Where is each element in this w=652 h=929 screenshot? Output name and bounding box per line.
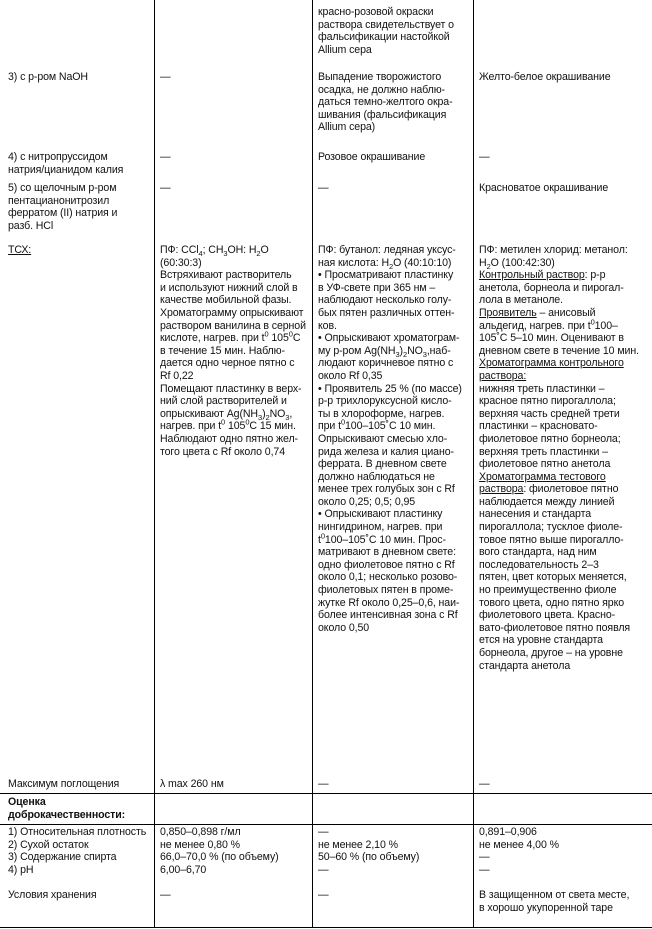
storage-c4: В защищенном от света месте, в хорошо укупоренной таре (479, 889, 630, 914)
test-naoh-c4: Желто-белое окрашивание (479, 71, 611, 83)
absorption-label: Максимум поглощения (8, 778, 120, 790)
params-c2: 0,850–0,898 г/мл не менее 0,80 % 66,0–70,0 % (по объему) 6,00–6,70 (160, 826, 279, 876)
test-alkaline-c2: — (160, 182, 171, 194)
test-alkaline-label: 5) со щелочным р-ром пентацианонитрозил ферратом (II) натрия и разб. HCl (8, 182, 118, 232)
test-alkaline-c3: — (318, 182, 329, 194)
absorption-c4: — (479, 778, 490, 790)
row-divider (0, 927, 652, 928)
row-divider (0, 793, 652, 794)
column-divider (312, 0, 313, 928)
absorption-c3: — (318, 778, 329, 790)
params-labels: 1) Относительная плотность 2) Сухой остаток 3) Содержание спирта 4) pH (8, 826, 147, 876)
carryover-text: красно-розовой окраски раствора свидетельствует о фальсификации настойкой Allium сера (318, 6, 454, 56)
test-naoh-c3: Выпадение творожистого осадка, не должно наблю- даться темно-желтого окра- шивания (фальсификация Allium сера) (318, 71, 453, 134)
column-divider (154, 0, 155, 928)
test-nitro-c4: — (479, 151, 490, 163)
test-nitro-c2: — (160, 151, 171, 163)
tlc-method-c: ПФ: метилен хлорид: метанол: $H_2O$ (100:42:30) Контрольный раствор: р-р анетола, борнеола и пирогал- лола в метаноле. Проявитель – анисовый альдегид, нагрев. при $t^0100-$ 105˚C 5–10 мин. Оценивают в дневном свете в течение 10 мин. Хроматограмма контрольного раствора: нижняя треть пластинки – красное пятно пирогаллола; верхняя часть средней трети пластинки – красновато- фиолетовое пятно борнеола; верхняя треть пластинки – фиолетовое пятно анетола Хроматограмма тестового раствора: фиолетовое пятно наблюдается между линией нанесения и стандарта пирогаллола; тусклое фиоле- товое пятно выше пирогалло- вого стандарта, над ним последовательность 2–3 пятен, цвет которых меняется, но преимущественно фиоле тового цвета, одно пятно ярко фиолетового цвета. Красно- вато-фиолетовое пятно появля ется на уровне стандарта борнеола, другое – на уровне стандарта анетола (479, 244, 639, 672)
quality-heading: Оценка доброкачественности: (8, 796, 126, 821)
storage-label: Условия хранения (8, 889, 97, 901)
params-c4: 0,891–0,906 не менее 4,00 % — — (479, 826, 559, 876)
test-alkaline-c4: Красноватое окрашивание (479, 182, 609, 194)
storage-c2: — (160, 889, 171, 901)
tlc-method-b: ПФ: бутанол: ледяная уксус- ная кислота: $H_2O$ (40:10:10) • Просматривают пластинку в УФ-свете при 365 нм – наблюдают несколько голу- бых пятен различных оттен- ков. • Опрыскивают хроматограм- му р-ром $Ag(NH_3)_2NO_3,наб-$ людают коричневое пятно с около Rf 0,35 • Проявитель 25 % (по массе) р-р трихлоруксусной кисло- ты в хлороформе, нагрев. при $t^0100-105˚C$ 10 мин. Опрыскивают смесью хло- рида железа и калия циано- феррата. В дневном свете должно наблюдаться не менее трех голубых зон с Rf около 0,25; 0,5; 0,95 • Опрыскивают пластинку нингидрином, нагрев. при $t^0100-105˚C$ 10 мин. Прос- матривают в дневном свете: одно фиолетовое пятно с Rf около 0,1; несколько розово- фиолетовых пятен в проме- жутке Rf около 0,25–0,6, наи- более интенсивная зона с Rf около 0,50 (318, 244, 462, 634)
row-divider (0, 824, 652, 825)
absorption-c2: λ max 260 нм (160, 778, 224, 790)
tlc-method-a: ПФ: CCl$_4$; $CH_3OH$: $H_2O$ (60:30:3) Встряхивают растворитель и используют нижний слой в качестве мобильной фазы. Хроматограмму опрыскивают раствором ванилина в серной кислоте, нагрев. при $t^0$ $105^0C$ в течение 15 мин. Наблю- дается одно черное пятно с Rf 0,22 Помещают пластинку в верх- ний слой растворителей и опрыскивают $Ag(NH_3)_2NO_3$, нагрев. при $t^0$ $105^0C$ 15 мин. Наблюдают одно пятно жел- того цвета с Rf около 0,74 (160, 244, 306, 458)
params-c3: — не менее 2,10 % 50–60 % (по объему) — (318, 826, 420, 876)
test-nitro-label: 4) с нитропруссидом натрия/цианидом калия (8, 151, 124, 176)
column-divider (473, 0, 474, 928)
tlc-label: ТСХ: (8, 244, 32, 256)
test-nitro-c3: Розовое окрашивание (318, 151, 426, 163)
storage-c3: — (318, 889, 329, 901)
test-naoh-c2: — (160, 71, 171, 83)
test-naoh-label: 3) с р-ром NaOH (8, 71, 88, 83)
